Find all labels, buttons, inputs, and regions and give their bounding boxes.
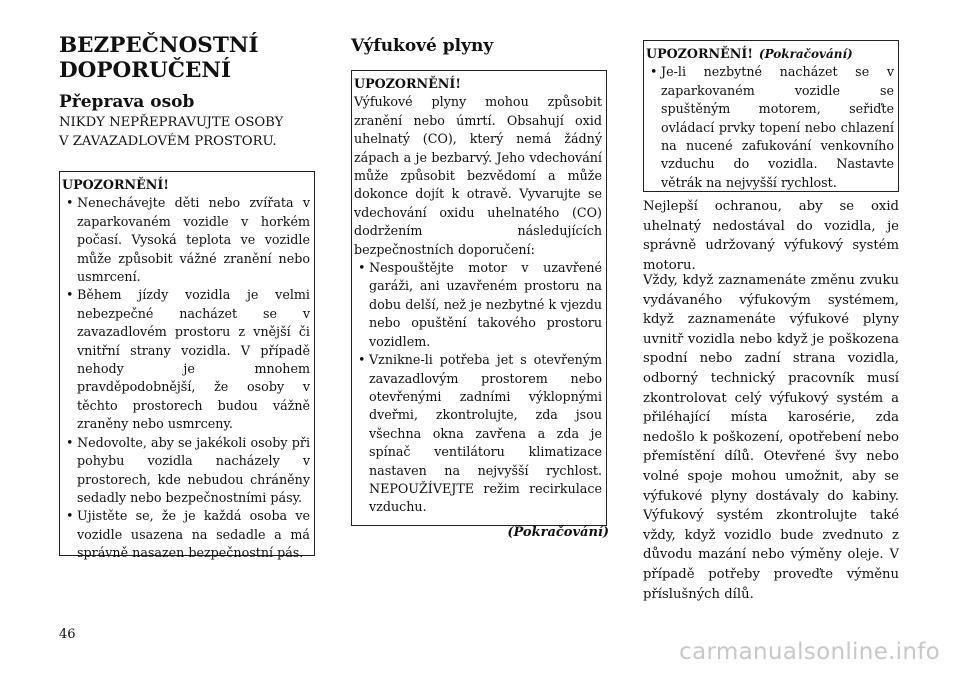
watermark: carmanualsonline.info [679, 639, 940, 665]
warning-item: • Nespouštějte motor v uzavřené garáži, ani uzavřeném prostoru na dobu delší, než je nezbytné k vjezdu nebo opuštění takového prostoru vozidlem. [354, 259, 602, 351]
chapter-heading-line2: DOPORUČENÍ [59, 58, 232, 83]
chapter-heading-line1: BEZPEČNOSTNÍ [59, 33, 259, 58]
warning-list [354, 259, 602, 517]
chapter-heading [59, 33, 317, 83]
page-number: 46 [59, 627, 76, 642]
intro-line-1: NIKDY NEPŘEPRAVUJTE OSOBY [59, 115, 284, 130]
warning-item: • Vznikne-li potřeba jet s otevřeným zavazadlovým prostorem nebo otevřenými zadními výklopnými dveřmi, zkontrolujte, zda jsou všechna okna zavřena a zda je spínač ventilátoru klimatizace nastaven na nejvyšší rychlost. NEPOUŽÍVEJTE režim recirkulace vzduchu. [354, 351, 602, 517]
continued-label: (Pokračování) [507, 525, 609, 540]
warning-box-exhaust [351, 70, 607, 526]
warning-item: • Během jízdy vozidla je velmi nebezpečné nacházet se v zavazadlovém prostoru z vnější či vnitřní strany vozidla. V případě nehody je mnohem pravděpodobnější, že osoby v těchto prostorech budou vážně zraněny nebo usmrceny. [62, 286, 310, 433]
paragraph-exhaust-inspection: Vždy, když zaznamenáte změnu zvuku vydávaného výfukovým systémem, když zaznamenáte výfukové plyny uvnitř vozidla nebo když je poškozena spodní nebo zadní strana vozidla, odborný technický pracovník musí zkontrolovat celý výfukový systém a přiléhající místa karosérie, zda nedošlo k poškození, opotřebení nebo přemístění dílů. Otevřené švy nebo volné spoje mohou umožnit, aby se výfukové plyny dostávaly do kabiny. Výfukový systém zkontrolujte také vždy, když vozidlo bude zvednuto z důvodu mazání nebo výměny oleje. V případě potřeby proveďte výměnu příslušných dílů. [643, 273, 899, 602]
warning-continued-label: (Pokračování) [758, 47, 853, 61]
warning-item: • Ujistěte se, že je každá osoba ve vozidle usazena na sedadle a má správně nasazen bezpečnostní pás. [62, 507, 310, 562]
warning-title-row [646, 45, 894, 63]
warning-title: UPOZORNĚNÍ! [646, 46, 753, 61]
section-heading-passengers: Přeprava osob [59, 92, 195, 112]
warning-item: • Nedovolte, aby se jakékoli osoby při pohybu vozidla nacházely v prostorech, kde nebudou chráněny sedadly nebo bezpečnostními pásy. [62, 434, 310, 508]
paragraph-exhaust-maintenance: Nejlepší ochranou, aby se oxid uhelnatý nedostával do vozidla, je správně udržovaný výfukový systém motoru. [643, 199, 899, 273]
warning-item: • Nenechávejte děti nebo zvířata v zaparkovaném vozidle v horkém počasí. Vysoká teplota ve vozidle může způsobit vážné zranění nebo usmrcení. [62, 194, 310, 286]
intro-text [59, 114, 317, 151]
intro-line-2: V ZAVAZADLOVÉM PROSTORU. [59, 133, 277, 149]
warning-list [646, 63, 894, 192]
warning-list [62, 194, 310, 562]
warning-item: • Je-li nezbytné nacházet se v zaparkovaném vozidle se spuštěným motorem, seřiďte ovládací prvky topení nebo chlazení na nucené zafukování venkovního vzduchu do vozidla. Nastavte větrák na nejvyšší rychlost. [646, 63, 894, 192]
warning-title: UPOZORNĚNÍ! [354, 76, 461, 91]
section-heading-exhaust: Výfukové plyny [351, 36, 494, 56]
warning-text: Výfukové plyny mohou způsobit zranění nebo úmrtí. Obsahují oxid uhelnatý (CO), který nemá žádný zápach a je bezbarvý. Jeho vdechování může způsobit bezvědomí a může dokonce dojít k otravě. Vyvarujte se vdechování oxidu uhelnatého (CO) dodržením následujících bezpečnostních doporučení: [354, 94, 602, 257]
warning-box-passengers [59, 171, 315, 561]
warning-title: UPOZORNĚNÍ! [62, 177, 169, 192]
warning-box-continued [643, 40, 899, 192]
